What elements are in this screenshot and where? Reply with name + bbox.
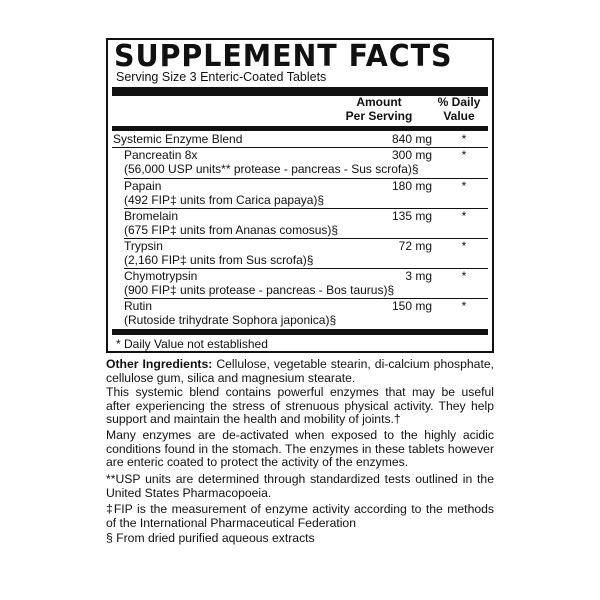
- row-detail: (900 FIP‡ units protease - pancreas - Bos taurus)§: [124, 283, 395, 297]
- description-paragraph: This systemic blend contains powerful enzymes that may be useful after experiencing the stress of strenuous physical activity. They help support and maintain the health and mobility of joints.†: [106, 385, 494, 427]
- row-name: Bromelain: [124, 209, 179, 223]
- row-name: Papain: [124, 179, 162, 193]
- row-divider: [124, 208, 488, 209]
- row-name: Chymotrypsin: [124, 269, 198, 283]
- row-daily-value: *: [461, 132, 467, 146]
- row-daily-value: *: [461, 269, 467, 283]
- extracts-note: § From dried purified aqueous extracts: [106, 531, 315, 545]
- header-daily-value: % Daily Value: [437, 95, 481, 123]
- header-divider-bar: [112, 126, 488, 131]
- row-name: Pancreatin 8x: [124, 148, 198, 162]
- row-detail: (Rutoside trihydrate Sophora japonica)§: [124, 313, 337, 327]
- row-amount: 840 mg: [391, 132, 432, 146]
- other-ingredients: [106, 358, 494, 385]
- row-name: Rutin: [124, 299, 153, 313]
- row-detail: (56,000 USP units** protease - pancreas - Sus scrofa)§: [124, 162, 419, 176]
- daily-value-footnote: * Daily Value not established: [116, 337, 268, 351]
- usp-units-note: **USP units are determined through standardized tests outlined in the United States Pharmacopoeia.: [106, 472, 494, 500]
- row-divider: [124, 178, 488, 179]
- row-daily-value: *: [461, 209, 467, 223]
- row-amount: 72 mg: [398, 239, 432, 253]
- row-daily-value: *: [461, 179, 467, 193]
- row-name: Trypsin: [124, 239, 163, 253]
- other-ingredients-text: Cellulose, vegetable stearin, di-calcium phosphate, cellulose gum, silica and magnesium stearate.: [106, 357, 494, 385]
- fip-note: ‡FIP is the measurement of enzyme activity according to the methods of the International Pharmaceutical Federation: [106, 502, 494, 530]
- row-detail: (492 FIP‡ units from Carica papaya)§: [124, 193, 325, 207]
- row-divider: [124, 298, 488, 299]
- panel-title: SUPPLEMENT FACTS: [114, 39, 453, 74]
- row-amount: 180 mg: [391, 179, 432, 193]
- row-daily-value: *: [461, 239, 467, 253]
- row-amount: 300 mg: [391, 148, 432, 162]
- row-detail: (675 FIP‡ units from Ananas comosus)§: [124, 223, 339, 237]
- serving-size: Serving Size 3 Enteric-Coated Tablets: [116, 70, 327, 84]
- row-daily-value: *: [461, 148, 467, 162]
- row-daily-value: *: [461, 299, 467, 313]
- enteric-coating-paragraph: Many enzymes are de-activated when exposed to the highly acidic conditions found in the stomach. The enzymes in these tablets however are enteric coated to protect the activity of the enzymes.: [106, 428, 494, 470]
- row-amount: 135 mg: [391, 209, 432, 223]
- bottom-divider-bar: [112, 329, 488, 335]
- row-amount: 3 mg: [405, 269, 432, 283]
- row-name: Systemic Enzyme Blend: [113, 132, 243, 146]
- supplement-facts-panel: [106, 38, 494, 353]
- row-divider: [124, 238, 488, 239]
- row-detail: (2,160 FIP‡ units from Sus scrofa)§: [124, 253, 314, 267]
- header-amount: Amount Per Serving: [345, 95, 413, 123]
- other-ingredients-label: Other Ingredients:: [106, 357, 213, 371]
- row-amount: 150 mg: [391, 299, 432, 313]
